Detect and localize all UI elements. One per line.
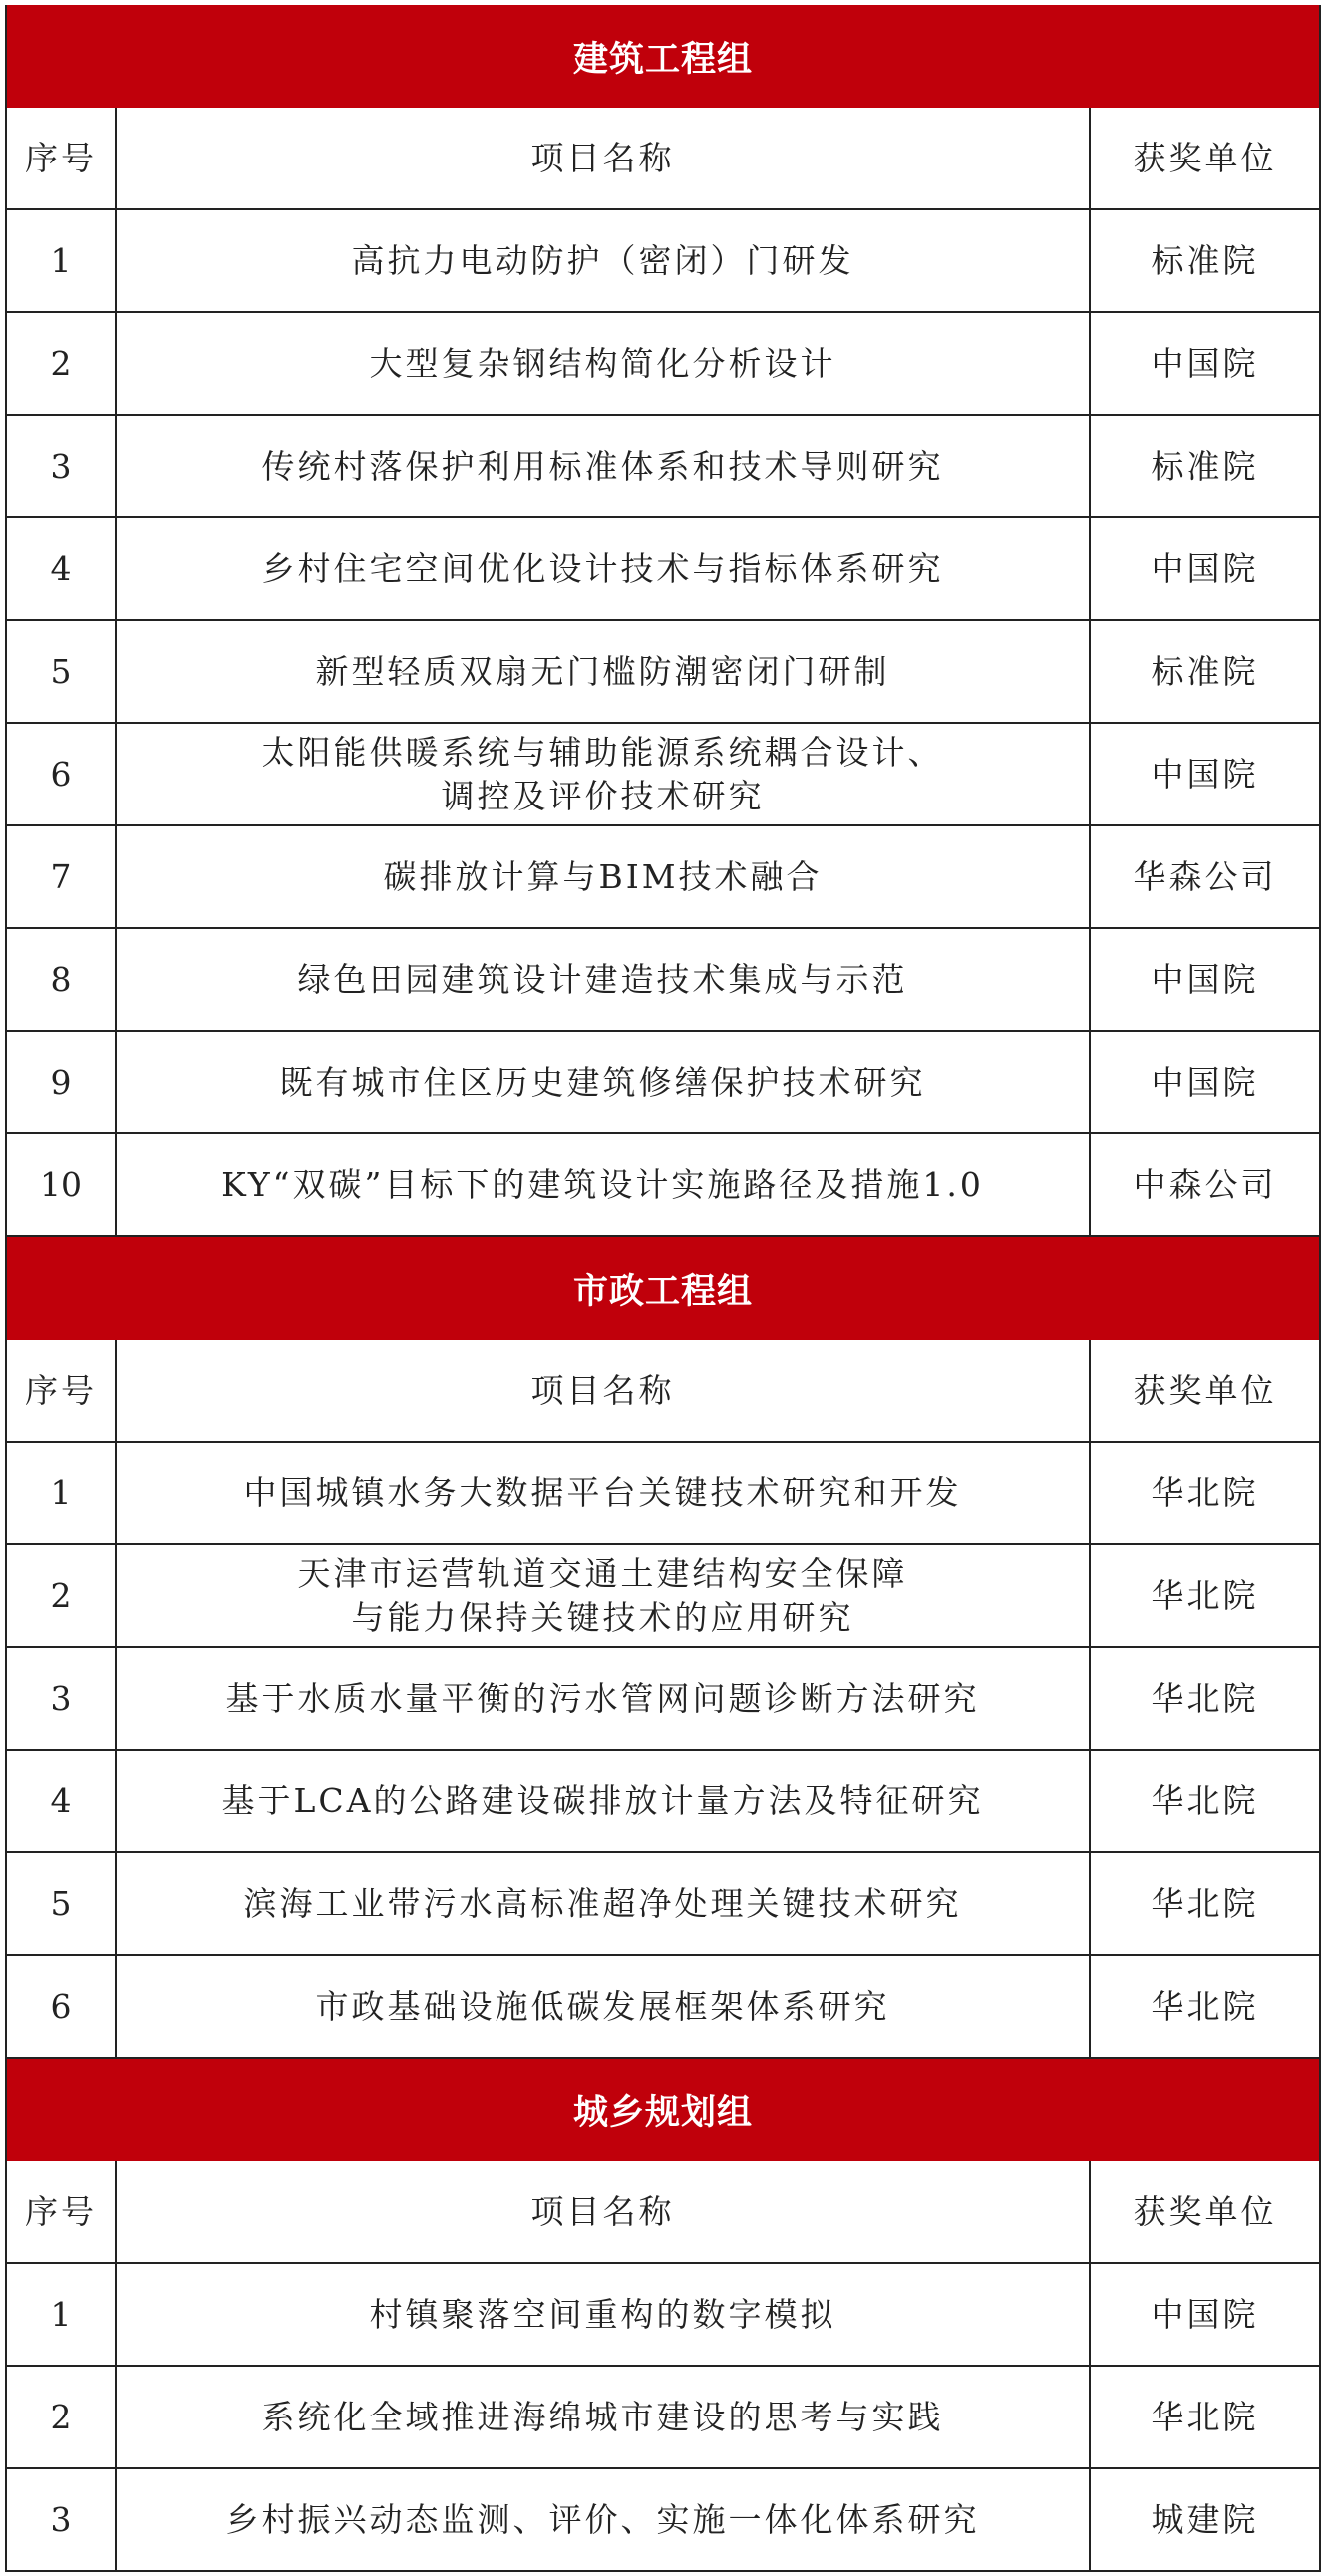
column-header-row (5, 2161, 1321, 2264)
award-unit: 城建院 (1151, 2499, 1259, 2539)
row-number: 4 (7, 1751, 117, 1851)
award-unit: 中国院 (1151, 754, 1259, 794)
row-number: 10 (7, 1134, 117, 1235)
project-name: 市政基础设施低碳发展框架体系研究 (117, 1956, 1091, 2057)
row-number: 1 (7, 2264, 117, 2365)
award-unit: 中国院 (1151, 959, 1259, 999)
table-row (5, 1648, 1321, 1751)
row-number: 1 (7, 1443, 117, 1543)
table-row (5, 2367, 1321, 2469)
row-number: 2 (7, 313, 117, 414)
project-name: 滨海工业带污水高标准超净处理关键技术研究 (117, 1853, 1091, 1954)
table-row (5, 416, 1321, 518)
row-number: 7 (7, 826, 117, 927)
row-number: 3 (7, 416, 117, 516)
award-unit: 华北院 (1151, 1678, 1259, 1718)
award-unit: 中国院 (1151, 343, 1259, 383)
table-row (5, 929, 1321, 1032)
award-unit: 中国院 (1151, 1062, 1259, 1102)
row-number: 2 (7, 2367, 117, 2467)
table-row (5, 1853, 1321, 1956)
table-row (5, 1545, 1321, 1648)
project-name: 村镇聚落空间重构的数字模拟 (117, 2264, 1091, 2365)
column-header-unit: 获奖单位 (1133, 138, 1277, 177)
project-name: 系统化全域推进海绵城市建设的思考与实践 (117, 2367, 1091, 2467)
award-table (5, 5, 1321, 2572)
column-header-no: 序号 (7, 2161, 117, 2262)
award-unit: 华北院 (1151, 1883, 1259, 1923)
table-row (5, 210, 1321, 313)
row-number: 3 (7, 2469, 117, 2570)
project-name: 高抗力电动防护（密闭）门研发 (117, 210, 1091, 311)
project-name: 基于LCA的公路建设碳排放计量方法及特征研究 (117, 1751, 1091, 1851)
project-name: 碳排放计算与BIM技术融合 (117, 826, 1091, 927)
column-header-name: 项目名称 (117, 1340, 1091, 1441)
section-header: 市政工程组 (5, 1237, 1321, 1340)
award-unit: 华北院 (1151, 2397, 1259, 2436)
table-row (5, 724, 1321, 826)
project-name: 基于水质水量平衡的污水管网问题诊断方法研究 (117, 1648, 1091, 1749)
project-name: 乡村住宅空间优化设计技术与指标体系研究 (117, 518, 1091, 619)
row-number: 6 (7, 1956, 117, 2057)
section-header: 建筑工程组 (5, 5, 1321, 108)
award-unit: 华北院 (1151, 1472, 1259, 1512)
project-name: 大型复杂钢结构简化分析设计 (117, 313, 1091, 414)
table-row (5, 313, 1321, 416)
column-header-unit: 获奖单位 (1133, 1370, 1277, 1410)
row-number: 1 (7, 210, 117, 311)
table-row (5, 2469, 1321, 2572)
table-row (5, 2264, 1321, 2367)
table-row (5, 518, 1321, 621)
award-unit: 华森公司 (1133, 856, 1277, 896)
project-name: 天津市运营轨道交通土建结构安全保障 与能力保持关键技术的应用研究 (117, 1545, 1091, 1646)
award-unit: 中国院 (1151, 2294, 1259, 2334)
table-row (5, 621, 1321, 724)
project-name: 乡村振兴动态监测、评价、实施一体化体系研究 (117, 2469, 1091, 2570)
project-name: KY“双碳”目标下的建筑设计实施路径及措施1.0 (117, 1134, 1091, 1235)
column-header-row (5, 1340, 1321, 1443)
column-header-name: 项目名称 (117, 2161, 1091, 2262)
award-unit: 中国院 (1151, 548, 1259, 588)
row-number: 9 (7, 1032, 117, 1132)
project-name: 太阳能供暖系统与辅助能源系统耦合设计、 调控及评价技术研究 (117, 724, 1091, 824)
table-row (5, 1956, 1321, 2059)
award-unit: 华北院 (1151, 1780, 1259, 1820)
column-header-no: 序号 (7, 1340, 117, 1441)
column-header-row (5, 108, 1321, 210)
project-name: 传统村落保护利用标准体系和技术导则研究 (117, 416, 1091, 516)
project-name: 绿色田园建筑设计建造技术集成与示范 (117, 929, 1091, 1030)
award-unit: 中森公司 (1133, 1164, 1277, 1204)
row-number: 5 (7, 621, 117, 722)
table-row (5, 1751, 1321, 1853)
column-header-unit: 获奖单位 (1133, 2191, 1277, 2231)
table-row (5, 826, 1321, 929)
row-number: 4 (7, 518, 117, 619)
award-unit: 华北院 (1151, 1575, 1259, 1615)
project-name: 中国城镇水务大数据平台关键技术研究和开发 (117, 1443, 1091, 1543)
table-row (5, 1134, 1321, 1237)
row-number: 3 (7, 1648, 117, 1749)
table-row (5, 1443, 1321, 1545)
row-number: 2 (7, 1545, 117, 1646)
award-unit: 标准院 (1151, 446, 1259, 485)
project-name: 既有城市住区历史建筑修缮保护技术研究 (117, 1032, 1091, 1132)
award-unit: 标准院 (1151, 240, 1259, 280)
section-header: 城乡规划组 (5, 2059, 1321, 2161)
column-header-name: 项目名称 (117, 108, 1091, 208)
table-row (5, 1032, 1321, 1134)
column-header-no: 序号 (7, 108, 117, 208)
award-unit: 标准院 (1151, 651, 1259, 691)
row-number: 5 (7, 1853, 117, 1954)
award-unit: 华北院 (1151, 1986, 1259, 2026)
project-name: 新型轻质双扇无门槛防潮密闭门研制 (117, 621, 1091, 722)
row-number: 6 (7, 724, 117, 824)
row-number: 8 (7, 929, 117, 1030)
